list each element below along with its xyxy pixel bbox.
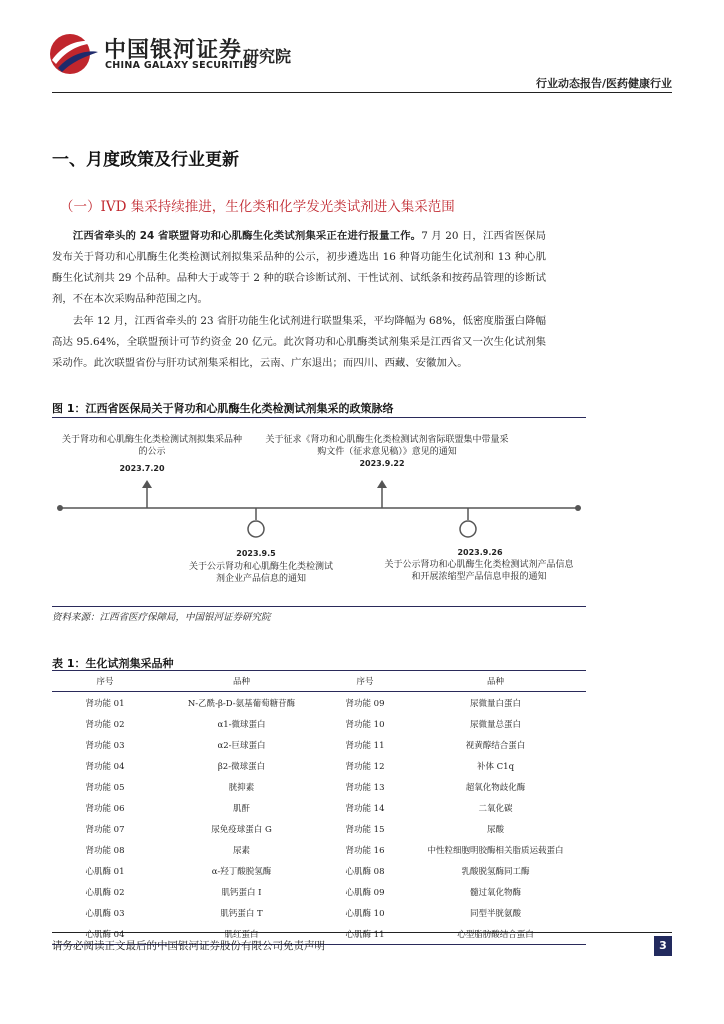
event-3-text: 关于征求《肾功和心肌酶生化类检测试剂省际联盟集中带量采购文件（征求意见稿）》意见的通知 <box>265 435 509 457</box>
report-type: 行业动态报告/医药健康行业 <box>535 77 672 90</box>
logo-chinese-name: 中国银河证券 <box>104 38 243 63</box>
table-row <box>52 902 586 923</box>
event-2-marker <box>248 521 264 537</box>
header-index-right: 序号 <box>325 671 405 692</box>
table-row <box>52 755 586 776</box>
row-index-right: 肾功能 11 <box>345 740 385 751</box>
table-row <box>52 881 586 902</box>
row-index-left: 肾功能 02 <box>85 719 125 730</box>
event-4-date: 2023.9.26 <box>457 548 503 557</box>
row-index-right: 肾功能 15 <box>345 824 385 835</box>
figure-title: 图 1：江西省医保局关于肾功和心肌酶生化类检测试剂集采的政策脉络 <box>52 402 394 415</box>
row-item-left: N-乙酰-β-D-氨基葡萄糖苷酶 <box>187 698 296 709</box>
event-1-arrow <box>142 480 152 488</box>
row-item-right: 髓过氧化物酶 <box>469 887 521 898</box>
row-index-left: 心肌酶 03 <box>85 908 125 919</box>
header-divider <box>52 92 672 93</box>
row-item-left: β2-微球蛋白 <box>217 761 266 772</box>
row-index-left: 肾功能 08 <box>85 845 125 856</box>
row-item-right: 超氧化物歧化酶 <box>465 782 526 793</box>
footer-divider <box>52 932 672 933</box>
row-index-right: 肾功能 16 <box>345 845 385 856</box>
row-item-left: 肌钙蛋白 I <box>221 887 262 898</box>
timeline-start-dot <box>57 505 63 511</box>
row-item-right: 中性粒细胞明胶酶相关脂质运载蛋白 <box>427 845 564 856</box>
row-item-left: α-羟丁酸脱氢酶 <box>211 866 272 877</box>
row-item-left: α1-微球蛋白 <box>217 719 266 730</box>
logo-english-name: CHINA GALAXY SECURITIES <box>105 60 258 71</box>
row-item-left: 肌红蛋白 <box>158 923 325 945</box>
row-index-left: 心肌酶 04 <box>52 923 158 945</box>
row-item-right: 乳酸脱氢酶同工酶 <box>461 866 530 877</box>
row-index-left: 心肌酶 02 <box>85 887 125 898</box>
galaxy-logo-icon <box>48 30 100 76</box>
event-2-date: 2023.9.5 <box>236 549 276 558</box>
header-item-right: 品种 <box>405 671 586 692</box>
row-index-left: 肾功能 07 <box>85 824 125 835</box>
row-item-right: 心型脂肪酸结合蛋白 <box>405 923 586 945</box>
row-item-left: 尿素 <box>232 845 250 856</box>
row-index-right: 心肌酶 10 <box>345 908 385 919</box>
table-title: 表 1：生化试剂集采品种 <box>52 657 174 670</box>
reagent-table <box>52 670 586 945</box>
row-item-right: 尿微量白蛋白 <box>469 698 521 709</box>
section-title: 一、月度政策及行业更新 <box>52 150 239 170</box>
table-row <box>52 776 586 797</box>
timeline-end-dot <box>575 505 581 511</box>
row-index-right: 心肌酶 11 <box>325 923 405 945</box>
row-item-right: 同型半胱氨酸 <box>469 908 521 919</box>
paragraph-1-lead: 江西省牵头的 24 省联盟肾功和心肌酶生化类试剂集采正在进行报量工作。 <box>72 230 422 242</box>
institute-label: 研究院 <box>243 47 292 66</box>
row-item-left: 尿免疫球蛋白 G <box>211 824 272 835</box>
paragraph-1 <box>52 226 546 310</box>
table-header-row <box>52 671 586 692</box>
event-3-arrow <box>377 480 387 488</box>
event-1-text: 关于肾功和心肌酶生化类检测试剂拟集采品种的公示 <box>62 435 243 457</box>
row-index-left: 肾功能 05 <box>85 782 125 793</box>
row-index-right: 肾功能 13 <box>345 782 385 793</box>
event-2-text: 关于公示肾功和心肌酶生化类检测试剂企业产品信息的通知 <box>188 562 333 584</box>
event-1-date: 2023.7.20 <box>119 464 165 473</box>
row-index-right: 肾功能 09 <box>345 698 385 709</box>
paragraph-1-body: 7 月 20 日，江西省医保局发布关于肾功和心肌酶生化类检测试剂拟集采品种的公示，初步遴选出 16 种肾功能生化试剂和 13 种心肌酶生化试剂共 29 个品种。品种大于或等于 2 种的联合诊断试剂、干性试剂、试纸条和按药品管理的诊断试剂，不在本次采购品种范围之内。 <box>52 230 546 305</box>
row-index-left: 肾功能 01 <box>85 698 125 709</box>
event-3-date: 2023.9.22 <box>359 459 405 468</box>
row-item-right: 补体 C1q <box>476 761 515 772</box>
row-index-left: 肾功能 03 <box>85 740 125 751</box>
disclaimer-note: 请务必阅读正文最后的中国银河证券股份有限公司免责声明 <box>52 940 325 952</box>
table-row <box>52 734 586 755</box>
row-index-left: 心肌酶 01 <box>85 866 125 877</box>
event-4-marker <box>460 521 476 537</box>
event-4-text: 关于公示肾功和心肌酶生化类检测试剂产品信息和开展浓缩型产品信息申报的通知 <box>384 560 574 582</box>
row-item-right: 视黄醇结合蛋白 <box>465 740 526 751</box>
row-item-right: 二氧化碳 <box>478 803 513 814</box>
figure-top-rule <box>52 417 586 418</box>
row-index-right: 肾功能 12 <box>345 761 385 772</box>
row-item-left: 肌酐 <box>232 803 250 814</box>
figure-bottom-rule <box>52 606 586 607</box>
row-index-left: 肾功能 04 <box>85 761 125 772</box>
figure-source: 资料来源：江西省医疗保障局，中国银河证券研究院 <box>52 612 271 623</box>
paragraph-2: 去年 12 月，江西省牵头的 23 省肝功能生化试剂进行联盟集采，平均降幅为 68%，低密度脂蛋白降幅高达 95.64%，全联盟预计可节约资金 20 亿元。此次肾功和心肌酶类试剂集采是江西省又一次生化试剂集采动作。此次联盟省份与肝功试剂集采相比，云南、广东退出；而四川、西藏、安徽加入。 <box>52 315 546 369</box>
subsection-title: （一）IVD 集采持续推进，生化类和化学发光类试剂进入集采范围 <box>60 199 455 215</box>
row-item-left: α2-巨球蛋白 <box>217 740 266 751</box>
table-row <box>52 818 586 839</box>
table-row <box>52 713 586 734</box>
page-number: 3 <box>654 936 672 956</box>
row-item-left: 胱抑素 <box>228 782 255 793</box>
row-index-right: 心肌酶 09 <box>345 887 385 898</box>
table-row <box>52 839 586 860</box>
table-row <box>52 692 586 714</box>
header-index-left: 序号 <box>52 671 158 692</box>
row-index-right: 肾功能 14 <box>345 803 385 814</box>
row-item-left: 肌钙蛋白 T <box>220 908 263 919</box>
row-item-right: 尿微量总蛋白 <box>469 719 521 730</box>
table-row <box>52 797 586 818</box>
row-index-right: 心肌酶 08 <box>345 866 385 877</box>
header-item-left: 品种 <box>158 671 325 692</box>
row-index-left: 肾功能 06 <box>85 803 125 814</box>
row-index-right: 肾功能 10 <box>345 719 385 730</box>
table-row <box>52 860 586 881</box>
row-item-right: 尿酸 <box>486 824 504 835</box>
